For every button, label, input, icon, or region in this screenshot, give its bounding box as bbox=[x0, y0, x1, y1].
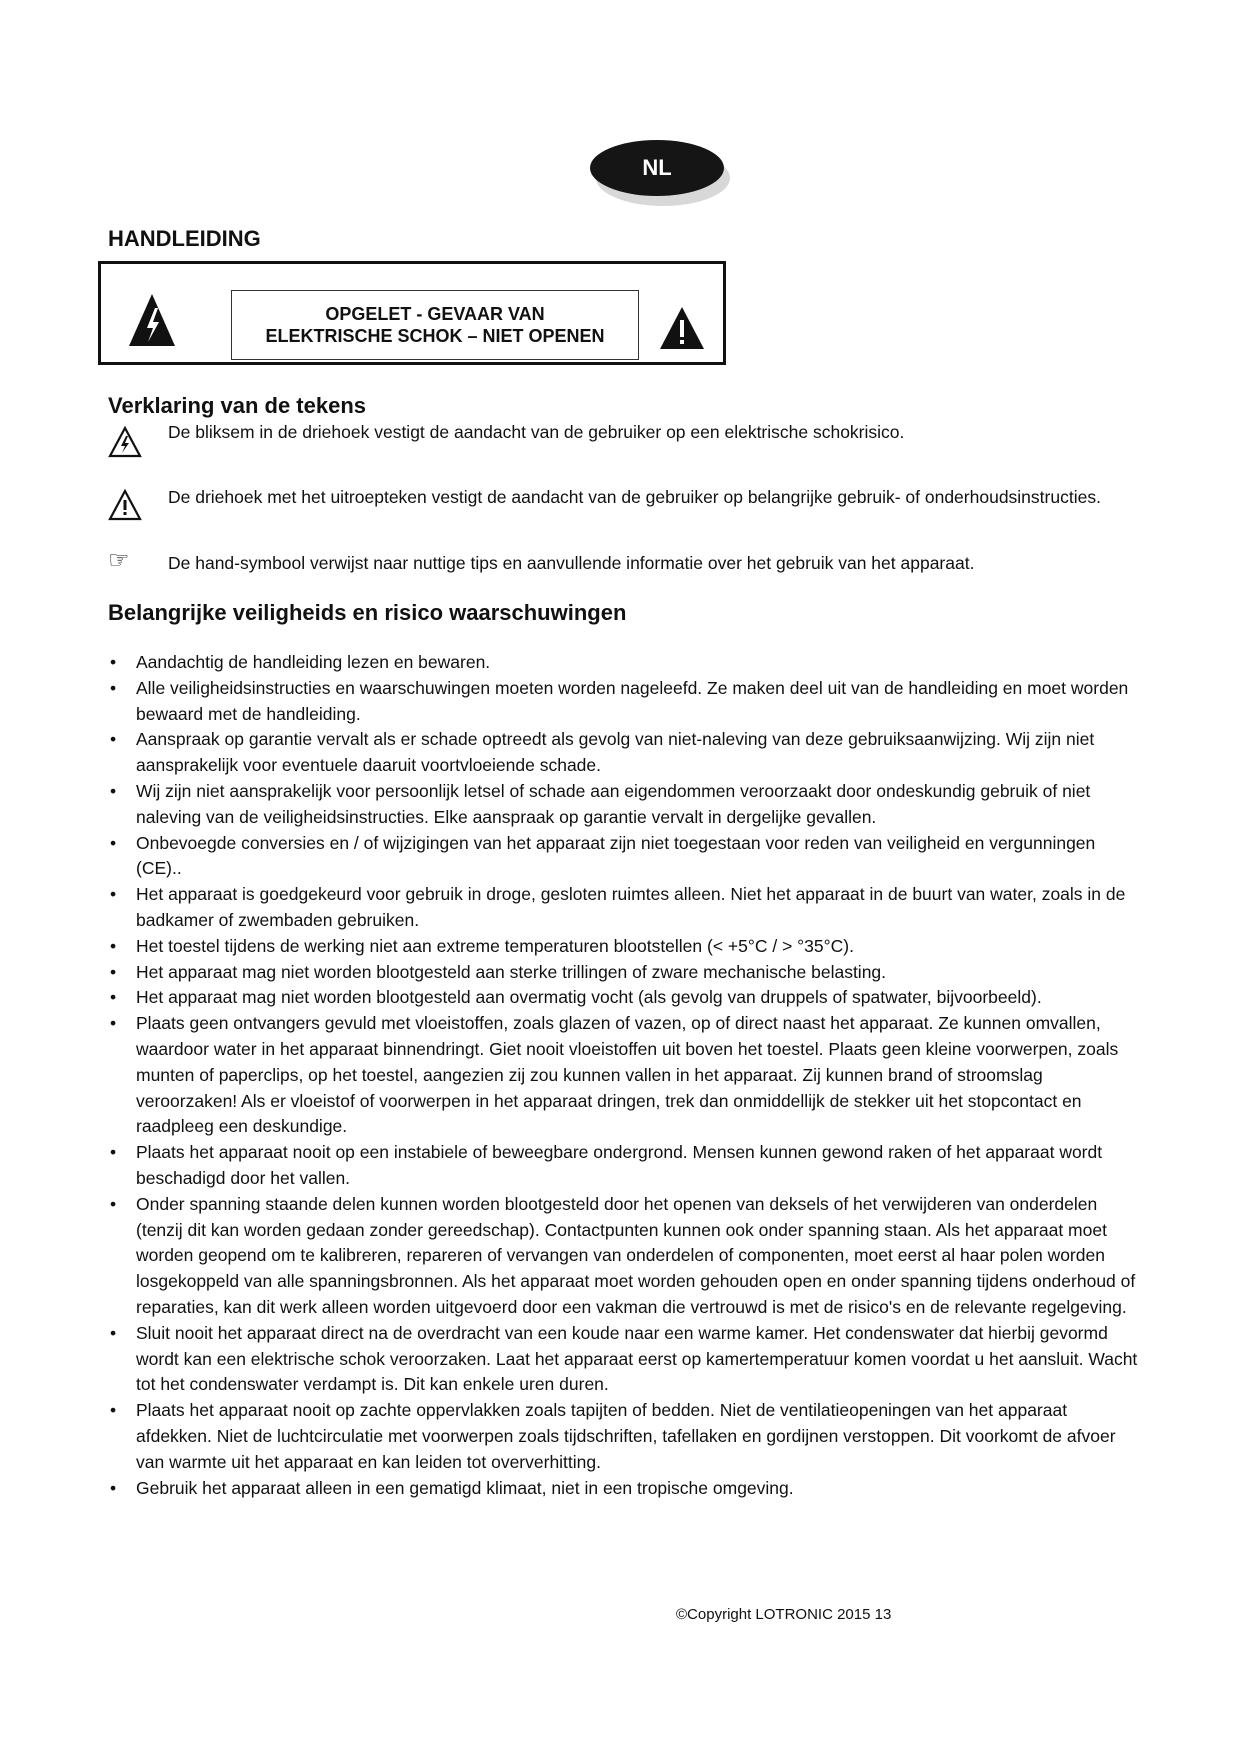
bullet: • bbox=[110, 729, 117, 750]
language-badge bbox=[590, 140, 730, 204]
list-item-text: Het apparaat mag niet worden blootgesteld aan overmatig vocht (als gevolg van druppels of spatwater, bijvoorbeeld). bbox=[136, 987, 1042, 1008]
list-item bbox=[108, 779, 1138, 831]
lightning-triangle-icon bbox=[108, 426, 142, 458]
list-item bbox=[108, 960, 1138, 986]
symbol-description: De hand-symbool verwijst naar nuttige tips en aanvullende informatie over het gebruik van het apparaat. bbox=[168, 553, 975, 573]
bullet: • bbox=[110, 1193, 117, 1214]
bullet: • bbox=[110, 884, 117, 905]
bullet: • bbox=[110, 1477, 117, 1498]
list-item bbox=[108, 676, 1138, 728]
list-item bbox=[108, 727, 1138, 779]
list-item bbox=[108, 650, 1138, 676]
symbols-heading: Verklaring van de tekens bbox=[108, 393, 367, 418]
exclamation-triangle-icon bbox=[659, 306, 705, 350]
bullet: • bbox=[110, 1013, 117, 1034]
list-item-text: Alle veiligheidsinstructies en waarschuwingen moeten worden nageleefd. Ze maken deel uit van de handleiding en moet worden bewaard met de handleiding. bbox=[136, 677, 1129, 724]
bullet: • bbox=[110, 1400, 117, 1421]
warning-label bbox=[231, 290, 639, 360]
list-item-text: Gebruik het apparaat alleen in een gematigd klimaat, niet in een tropische omgeving. bbox=[136, 1477, 794, 1498]
list-item-text: Plaats geen ontvangers gevuld met vloeistoffen, zoals glazen of vazen, op of direct naast het apparaat. Ze kunnen omvallen, waardoor water in het apparaat binnendringt. Giet nooit vloeistoffen uit boven het toestel. Plaats geen kleine voorwerpen, zoals munten of paperclips, op het toestel, aangezien zij zou kunnen vallen in het apparaat. Zij kunnen brand of stroomslag veroorzaken! Als er vloeistof of voorwerpen in het apparaat dringen, trek dan onmiddellijk de stekker uit het stopcontact en raadpleeg een deskundige. bbox=[136, 1013, 1119, 1137]
bullet: • bbox=[110, 961, 117, 982]
list-item bbox=[108, 985, 1138, 1011]
bullet: • bbox=[110, 677, 117, 698]
list-item-text: Het apparaat is goedgekeurd voor gebruik in droge, gesloten ruimtes alleen. Niet het apparaat in de buurt van water, zoals in de badkamer of zwembaden gebruiken. bbox=[136, 884, 1126, 930]
symbol-description: De driehoek met het uitroepteken vestigt de aandacht van de gebruiker op belangrijke gebruik- of onderhoudsinstructies. bbox=[168, 487, 1101, 507]
list-item-text: Onder spanning staande delen kunnen worden blootgesteld door het openen van deksels of het verwijderen van onderdelen (tenzij dit kan worden gedaan zonder gereedschap). Contactpunten kunnen ook onder spanning staan. Als het apparaat moet worden geopend om te kalibreren, repareren of vervangen van onderdelen of componenten, moet eerst al haar polen worden losgekoppeld van alle spanningsbronnen. Als het apparaat moet worden gehouden open en onder spanning tijdens onderhoud of reparaties, kan dit werk alleen worden uitgevoerd door een vakman die vertrouwd is met de risico's en de relevante regelgeving. bbox=[136, 1193, 1136, 1317]
list-item-text: Sluit nooit het apparaat direct na de overdracht van een koude naar een warme kamer. Het condenswater dat hierbij gevormd wordt kan een elektrische schok veroorzaken. Laat het apparaat eerst op kamertemperatuur komen voordat u het aansluit. Wacht tot het condenswater verdampt is. Dit kan enkele uren duren. bbox=[136, 1322, 1138, 1395]
page-title: HANDLEIDING bbox=[108, 226, 261, 251]
list-item-text: Aandachtig de handleiding lezen en bewaren. bbox=[136, 652, 491, 672]
list-item bbox=[108, 934, 1138, 960]
list-item-text: Aanspraak op garantie vervalt als er schade optreedt als gevolg van niet-naleving van deze gebruiksaanwijzing. Wij zijn niet aansprakelijk voor eventuele daaruit voortvloeiende schade. bbox=[136, 729, 1095, 776]
bullet: • bbox=[110, 1322, 117, 1343]
list-item-text: Onbevoegde conversies en / of wijzigingen van het apparaat zijn niet toegestaan voor reden van veiligheid en vergunningen (CE).. bbox=[136, 832, 1096, 879]
list-item bbox=[108, 1476, 1138, 1502]
bullet: • bbox=[110, 832, 117, 853]
pointing-hand-icon: ☞ bbox=[108, 547, 130, 574]
list-item-text: Plaats het apparaat nooit op zachte oppervlakken zoals tapijten of bedden. Niet de ventilatieopeningen van het apparaat afdekken. Niet de luchtcirculatie met voorwerpen zoals tijdschriften, tafellaken en gordijnen verstoppen. Dit voorkomt de afvoer van warmte uit het apparaat en kan leiden tot oververhitting. bbox=[136, 1400, 1116, 1472]
list-item bbox=[108, 831, 1138, 883]
safety-warning-list bbox=[108, 650, 1138, 1501]
warning-line-2: ELEKTRISCHE SCHOK – NIET OPENEN bbox=[265, 326, 605, 346]
bullet: • bbox=[110, 1142, 117, 1163]
symbol-description: De bliksem in de driehoek vestigt de aandacht van de gebruiker op een elektrische schokrisico. bbox=[168, 422, 905, 442]
warning-line-1: OPGELET - GEVAAR VAN bbox=[325, 304, 545, 324]
list-item-text: Het toestel tijdens de werking niet aan extreme temperaturen blootstellen (< +5°C / > °35°C). bbox=[136, 935, 854, 956]
bullet: • bbox=[110, 652, 117, 672]
language-badge-label: NL bbox=[590, 140, 724, 196]
list-item-text: Wij zijn niet aansprakelijk voor persoonlijk letsel of schade aan eigendommen veroorzaakt door ondeskundig gebruik of niet naleving van de veiligheidsinstructies. Elke aanspraak op garantie vervalt in dergelijke gevallen. bbox=[136, 780, 1091, 827]
list-item bbox=[108, 1011, 1138, 1140]
shock-warning-box bbox=[98, 261, 726, 365]
list-item bbox=[108, 1398, 1138, 1475]
exclamation-triangle-icon bbox=[108, 489, 142, 521]
list-item bbox=[108, 1140, 1138, 1192]
list-item bbox=[108, 1321, 1138, 1398]
bullet: • bbox=[110, 780, 117, 801]
bullet: • bbox=[110, 987, 117, 1008]
lightning-triangle-icon bbox=[127, 292, 177, 348]
bullet: • bbox=[110, 935, 117, 956]
list-item bbox=[108, 882, 1138, 934]
list-item-text: Het apparaat mag niet worden blootgesteld aan sterke trillingen of zware mechanische belasting. bbox=[136, 961, 887, 982]
footer-copyright: ©Copyright LOTRONIC 2015 13 bbox=[676, 1606, 892, 1623]
safety-heading: Belangrijke veiligheids en risico waarschuwingen bbox=[108, 600, 627, 625]
list-item bbox=[108, 1192, 1138, 1321]
list-item-text: Plaats het apparaat nooit op een instabiele of beweegbare ondergrond. Mensen kunnen gewond raken of het apparaat wordt beschadigd door het vallen. bbox=[136, 1142, 1103, 1188]
